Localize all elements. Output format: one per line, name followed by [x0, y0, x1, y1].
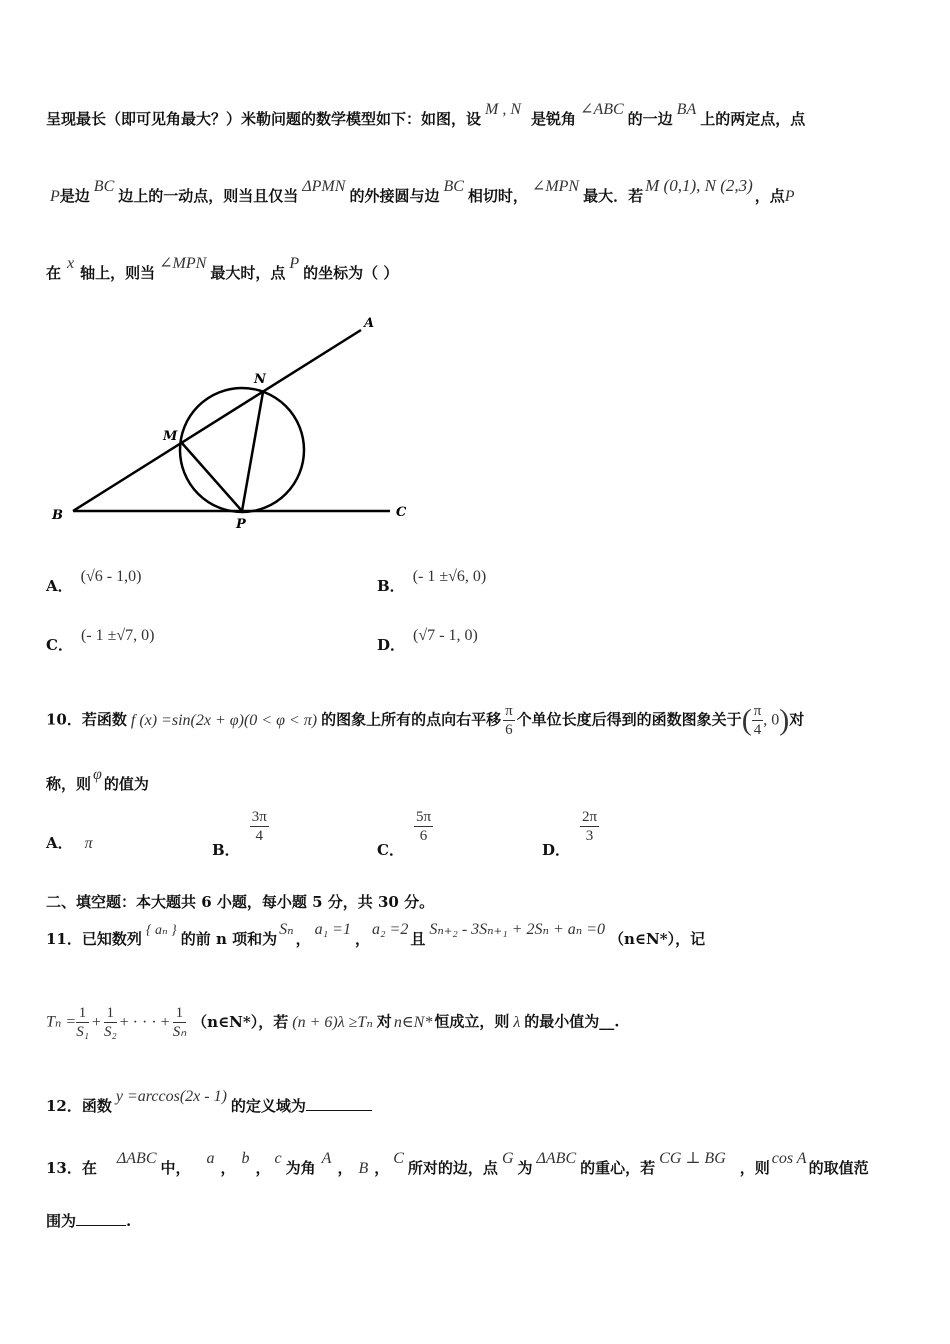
- label-b: B: [52, 508, 63, 523]
- q11-line1: 11．已知数列 { aₙ } 的前 n 项和为Sₙ，a₁ =1，a₂ =2且Sₙ₊₂ - 3Sₙ₊₁ + 2Sₙ + aₙ =0（n∈N*），记: [46, 921, 706, 948]
- q12-function: y =arccos(2x - 1): [115, 1088, 227, 1105]
- q9-line3: 在x轴上，则当∠MPN最大时，点P的坐标为（ ）: [46, 255, 399, 282]
- q12-answer-blank[interactable]: [306, 1110, 372, 1111]
- q12-line: 12．函数y =arccos(2x - 1)的定义域为: [46, 1095, 904, 1116]
- label-p: P: [236, 517, 246, 532]
- q9-ba: BA: [676, 101, 697, 118]
- circumcircle: [180, 388, 304, 512]
- q10-shift-fraction: $\frac{\pi}{6}$: [505, 703, 513, 738]
- q10-option-a[interactable]: A． π: [46, 834, 93, 852]
- label-c: C: [396, 505, 407, 520]
- q9-option-a[interactable]: A．(√6 - 1,0): [46, 568, 142, 595]
- q10-option-d[interactable]: D． $\frac{2\pi}{3}$: [542, 809, 598, 859]
- q9-line1: 呈现最长（即可见角最大？）米勒问题的数学模型如下：如图，设M , N是锐角∠ABC的一边BA上的两定点，点: [46, 101, 806, 128]
- q9-option-b[interactable]: B．(- 1 ±√6, 0): [377, 568, 487, 595]
- q9-option-c[interactable]: C．(- 1 ±√7, 0): [46, 627, 155, 654]
- miller-figure: [40, 305, 420, 545]
- section-2-heading: 二、填空题：本大题共 6 小题，每小题 5 分，共 30 分。: [46, 893, 435, 911]
- q9-option-d[interactable]: D．(√7 - 1, 0): [377, 627, 478, 654]
- q10-line1: 10．若函数 f (x) =sin(2x + φ)(0 < φ < π) 的图象上所有的点向右平移 $\frac{\pi}{6}$ 个单位长度后得到的函数图象关于( $\frac{\pi}{4}$ , 0)对: [46, 703, 805, 738]
- segment-np: [242, 392, 263, 511]
- q10-function: f (x) =sin(2x + φ)(0 < φ < π): [130, 711, 318, 729]
- q10-point-fraction: $\frac{\pi}{4}$: [753, 703, 762, 738]
- q13-line1: 13．在ΔABC中，a，b，c为角A， B ，C所对的边，点G为ΔABC的重心，若CG ⊥ BG，则cos A的取值范: [46, 1150, 869, 1177]
- q10-line2: 称，则φ的值为: [46, 766, 149, 793]
- label-n: N: [254, 372, 266, 387]
- label-a: A: [364, 316, 375, 331]
- label-m: M: [163, 429, 178, 444]
- q9-angle-abc: ∠ABC: [580, 101, 624, 118]
- q10-option-b[interactable]: B． $\frac{3\pi}{4}$: [212, 809, 267, 859]
- segment-mp: [181, 442, 242, 511]
- q9-mn: M , N: [485, 101, 522, 118]
- q9-line2: P是边BC边上的一动点，则当且仅当ΔPMN的外接圆与边BC相切时，∠MPN最大．若M (0,1), N (2,3)，点P: [50, 176, 795, 205]
- q13-answer-blank[interactable]: [76, 1225, 126, 1226]
- q11-line2: Tₙ = $\frac{1}{\text{S₁}}$ + $\frac{1}{\text{S₂}}$ + · · · + $\frac{1}{\text{Sₙ}}$ （n∈N*），若 (n + 6)λ ≥Tₙ 对 n∈N* 恒成立，则 λ 的最小值为__.: [46, 1005, 620, 1040]
- q10-option-c[interactable]: C． $\frac{5\pi}{6}$: [377, 809, 432, 859]
- q13-line2: 围为 .: [46, 1212, 132, 1230]
